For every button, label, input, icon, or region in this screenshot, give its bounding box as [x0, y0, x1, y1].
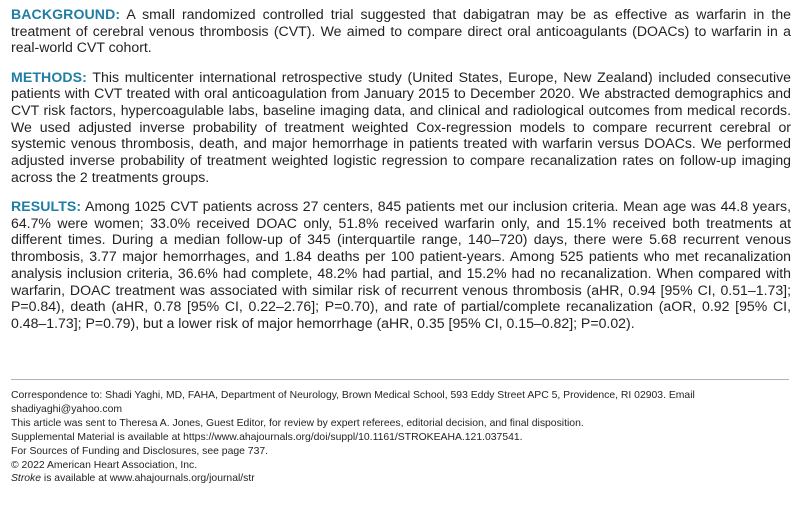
journal-note: [11, 472, 789, 486]
funding-note: For Sources of Funding and Disclosures, see page 737.: [11, 445, 269, 457]
results-section: [11, 198, 791, 332]
methods-heading: METHODS:: [11, 68, 87, 85]
results-text: Among 1025 CVT patients across 27 centers, 845 patients met our inclusion criteria. Mean age was 44.8 years, 64.7% were women; 33.0% received DOAC only, 51.8% received warfarin only, and 15.1% received both treatments at different times. During a median follow-up of 345 (interquartile range, 140–720) days, there were 5.68 recurrent venous thrombosis, 3.77 major hemorrhages, and 1.84 deaths per 100 patient-years. Among 525 patients who met recanalization analysis inclusion criteria, 36.6% had complete, 48.2% had partial, and 15.2% had no recanalization. When compared with warfarin, DOAC treatment was associated with similar risk of recurrent venous thrombosis (aHR, 0.94 [95% CI, 0.51–1.73]; P=0.84), death (aHR, 0.78 [95% CI, 0.22–2.76]; P=0.70), and rate of partial/complete recanalization (aOR, 0.92 [95% CI, 0.48–1.73]; P=0.79), but a lower risk of major hemorrhage (aHR, 0.35 [95% CI, 0.15–0.82]; P=0.02).: [11, 198, 791, 331]
background-heading: BACKGROUND:: [11, 6, 121, 22]
supplemental-note: Supplemental Material is available at https://www.ahajournals.org/doi/suppl/10.1161/STROKEAHA.121.037541.: [11, 431, 523, 443]
background-text: A small randomized controlled trial suggested that dabigatran may be as effective as warfarin in the treatment of cerebral venous thrombosis (CVT). We aimed to compare direct oral anticoagulants (DOACs) to warfarin in a real-world CVT cohort.: [11, 6, 791, 56]
footnotes: [11, 389, 789, 486]
methods-section: [11, 69, 791, 186]
footnote-divider: [11, 379, 789, 380]
correspondence-note: Correspondence to: Shadi Yaghi, MD, FAHA, Department of Neurology, Brown Medical School, 593 Eddy Street APC 5, Providence, RI 02903. Email shadiyaghi@yahoo.com: [11, 390, 695, 415]
journal-name: Stroke: [11, 473, 42, 485]
background-section: [11, 6, 791, 56]
editor-note: This article was sent to Theresa A. Jones, Guest Editor, for review by expert referees, editorial decision, and final disposition.: [11, 417, 584, 429]
results-heading: RESULTS:: [11, 198, 82, 215]
copyright-note: © 2022 American Heart Association, Inc.: [11, 459, 198, 471]
methods-text: This multicenter international retrospective study (United States, Europe, New Zealand) included consecutive patients with CVT treated with oral anticoagulation from January 2015 to December 2020. We abstracted demographics and CVT risk factors, hypercoagulable labs, baseline imaging data, and clinical and radiological outcomes from medical records. We used adjusted inverse probability of treatment weighted Cox-regression models to compare recurrent cerebral or systemic venous thrombosis, death, and major hemorrhage in patients treated with warfarin versus DOACs. We performed adjusted inverse probability of treatment weighted logistic regression to compare recanalization rates on follow-up imaging across the 2 treatments groups.: [11, 68, 791, 185]
journal-text: is available at www.ahajournals.org/journal/str: [41, 473, 255, 485]
abstract: [11, 6, 791, 344]
